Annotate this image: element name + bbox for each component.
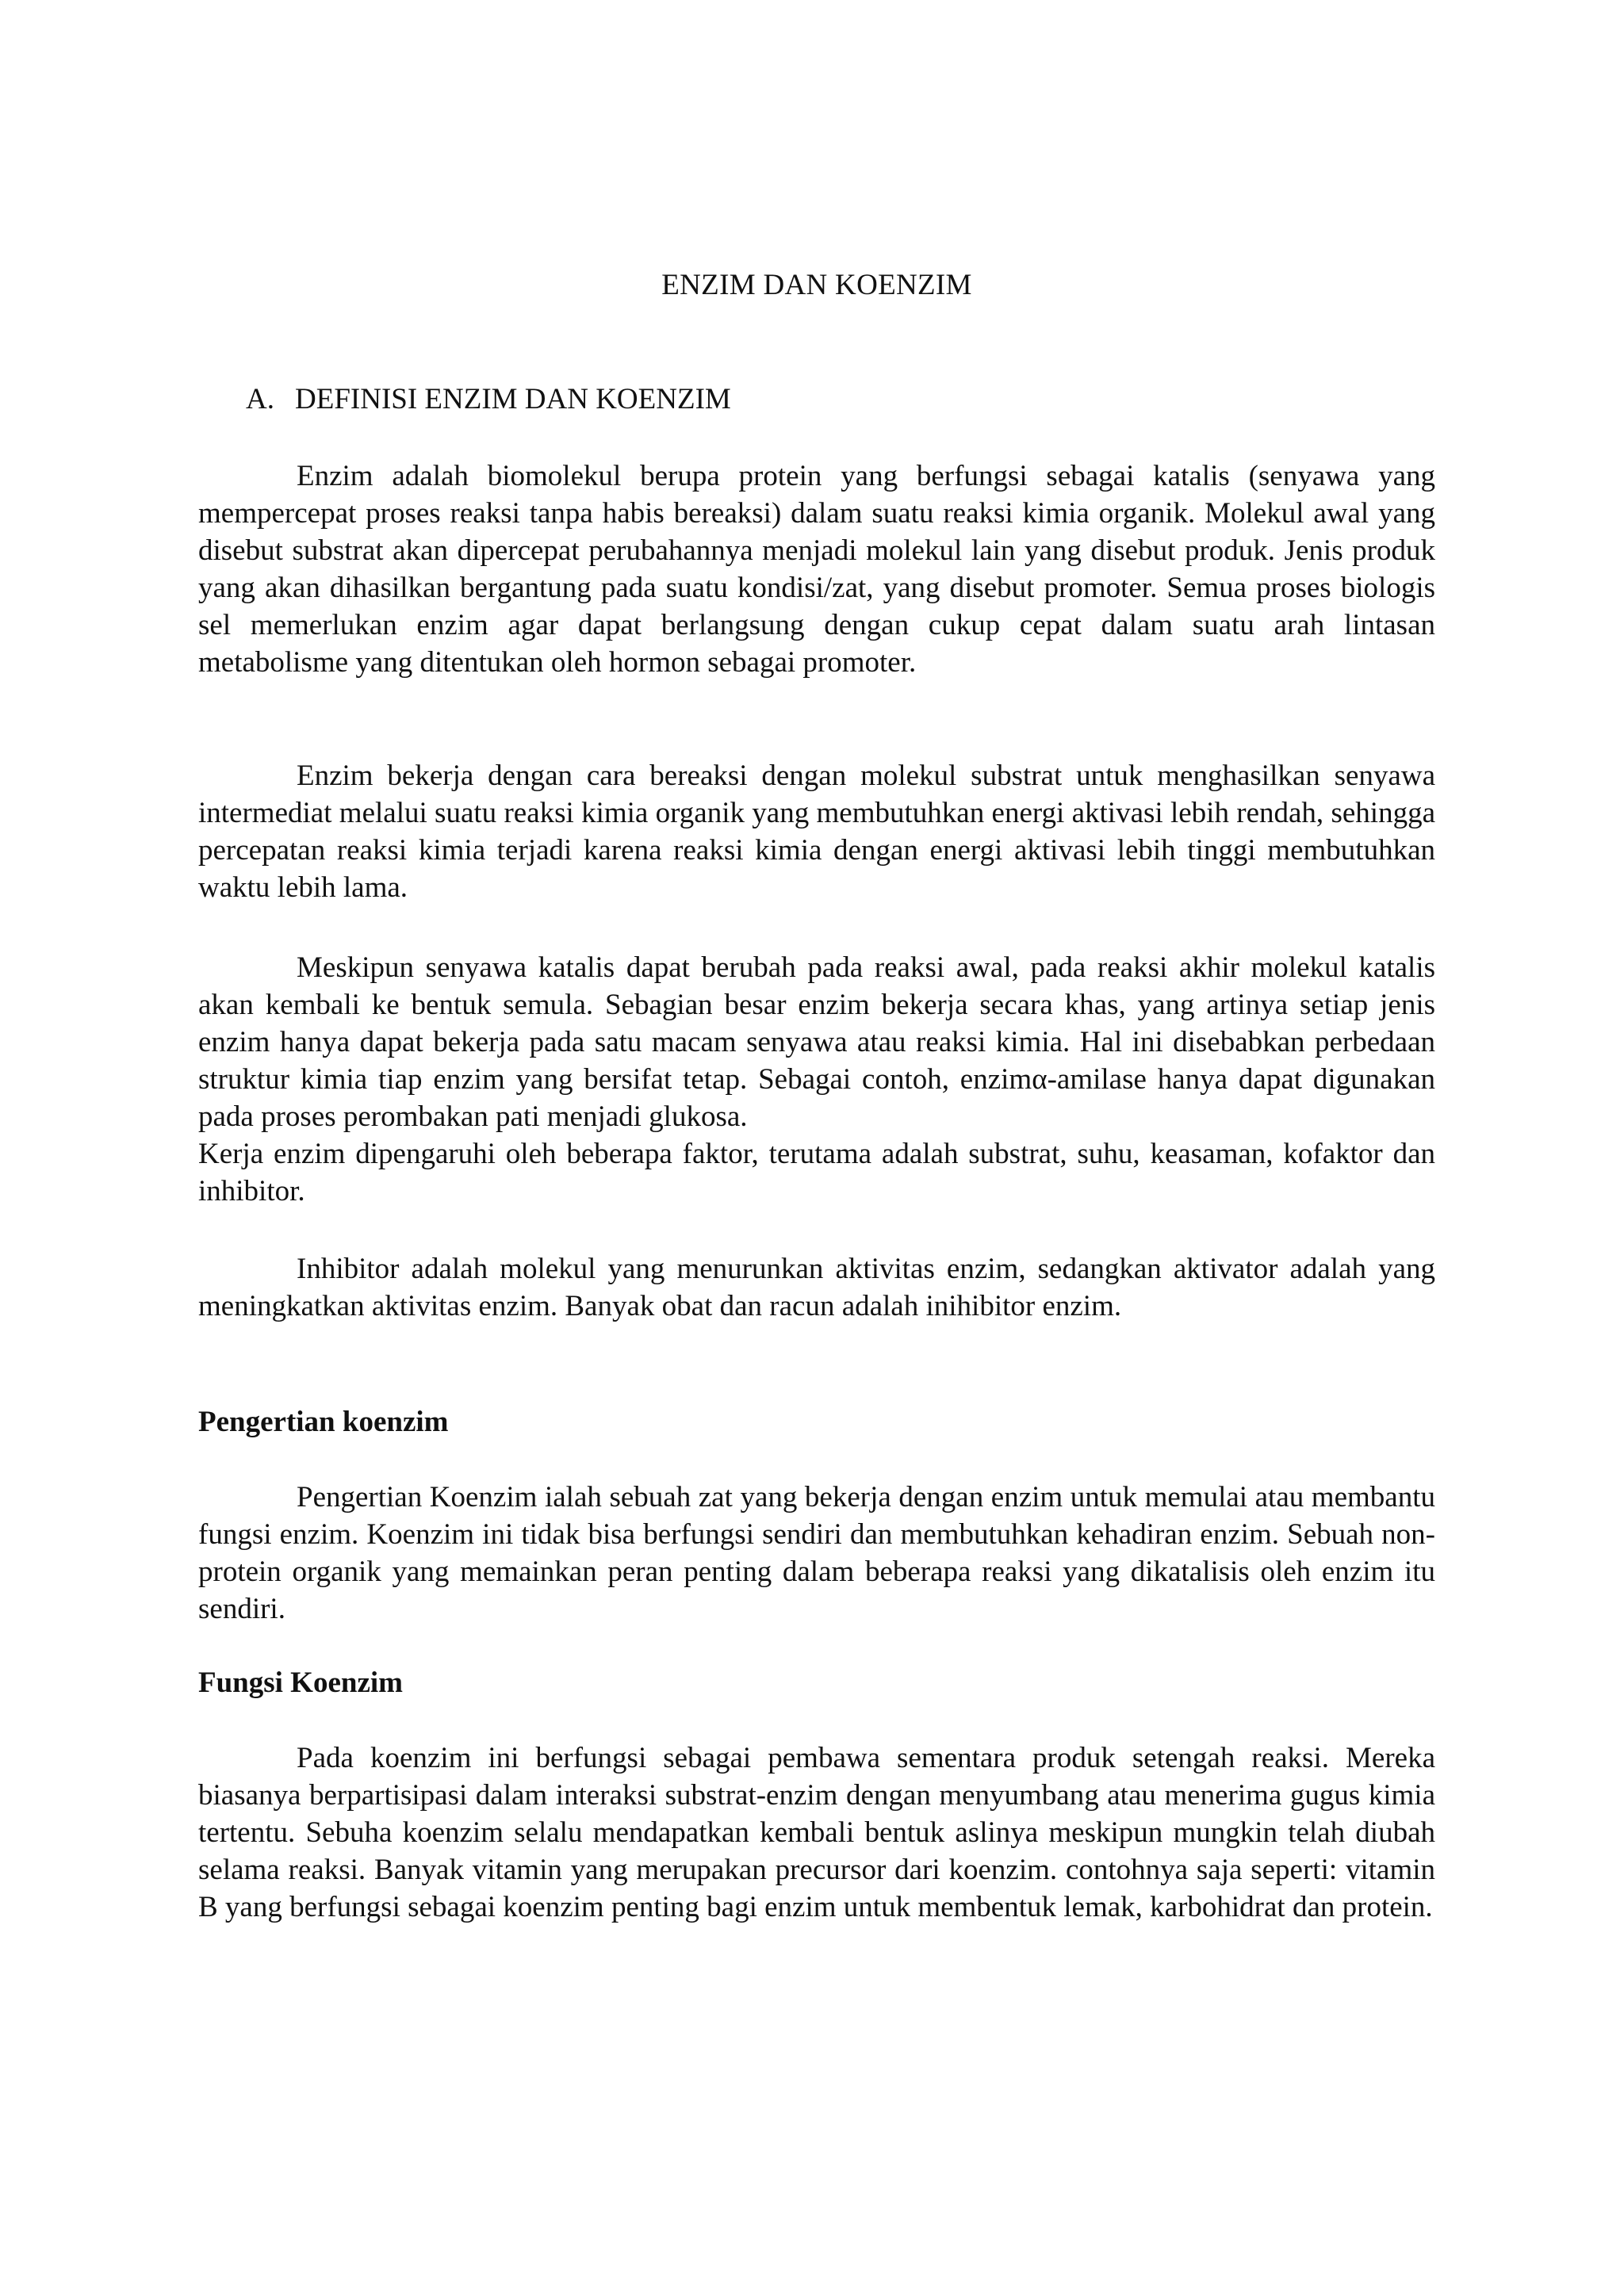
paragraph-katalis: Meskipun senyawa katalis dapat berubah pada reaksi awal, pada reaksi akhir molekul katalis akan kembali ke bentuk semula. Sebagian besar enzim bekerja secara khas, yang artinya setiap jenis enzim hanya dapat bekerja pada satu macam senyawa atau reaksi kimia. Hal ini disebabkan perbedaan struktur kimia tiap enzim yang bersifat tetap. Sebagai contoh, enzimα-amilase hanya dapat digunakan pada proses perombakan pati menjadi glukosa.	[198, 951, 1435, 1133]
paragraph-cara-kerja: Enzim bekerja dengan cara bereaksi dengan molekul substrat untuk menghasilkan senyawa intermediat melalui suatu reaksi kimia organik yang membutuhkan energi aktivasi lebih rendah, sehingga percepatan reaksi kimia terjadi karena reaksi kimia dengan energi aktivasi lebih tinggi membutuhkan waktu lebih lama.	[198, 760, 1435, 904]
subheading-pengertian-koenzim: Pengertian koenzim	[198, 1406, 449, 1438]
section-title: DEFINISI ENZIM DAN KOENZIM	[295, 383, 731, 415]
paragraph-definisi-enzim: Enzim adalah biomolekul berupa protein yang berfungsi sebagai katalis (senyawa yang mempercepat proses reaksi tanpa habis bereaksi) dalam suatu reaksi kimia organik. Molekul awal yang disebut substrat akan dipercepat perubahannya menjadi molekul lain yang disebut produk. Jenis produk yang akan dihasilkan bergantung pada suatu kondisi/zat, yang disebut promoter. Semua proses biologis sel memerlukan enzim agar dapat berlangsung dengan cukup cepat dalam suatu arah lintasan metabolisme yang ditentukan oleh hormon sebagai promoter.	[198, 460, 1435, 679]
document-title: ENZIM DAN KOENZIM	[661, 269, 972, 301]
paragraph-fungsi-koenzim: Pada koenzim ini berfungsi sebagai pembawa sementara produk setengah reaksi. Mereka biasanya berpartisipasi dalam interaksi substrat-enzim dengan menyumbang atau menerima gugus kimia tertentu. Sebuha koenzim selalu mendapatkan kembali bentuk aslinya meskipun mungkin telah diubah selama reaksi. Banyak vitamin yang merupakan precursor dari koenzim. contohnya saja seperti: vitamin B yang berfungsi sebagai koenzim penting bagi enzim untuk membentuk lemak, karbohidrat dan protein.	[198, 1742, 1435, 1923]
paragraph-pengertian-koenzim: Pengertian Koenzim ialah sebuah zat yang bekerja dengan enzim untuk memulai atau membantu fungsi enzim. Koenzim ini tidak bisa berfungsi sendiri dan membutuhkan kehadiran enzim. Sebuah non-protein organik yang memainkan peran penting dalam beberapa reaksi yang dikatalisis oleh enzim itu sendiri.	[198, 1481, 1435, 1625]
section-marker: A.	[246, 383, 274, 415]
section-heading	[246, 381, 731, 419]
subheading-fungsi-koenzim: Fungsi Koenzim	[198, 1667, 403, 1699]
paragraph-inhibitor: Inhibitor adalah molekul yang menurunkan aktivitas enzim, sedangkan aktivator adalah yang meningkatkan aktivitas enzim. Banyak obat dan racun adalah inihibitor enzim.	[198, 1253, 1435, 1322]
paragraph-faktor: Kerja enzim dipengaruhi oleh beberapa faktor, terutama adalah substrat, suhu, keasaman, kofaktor dan inhibitor.	[198, 1138, 1435, 1207]
